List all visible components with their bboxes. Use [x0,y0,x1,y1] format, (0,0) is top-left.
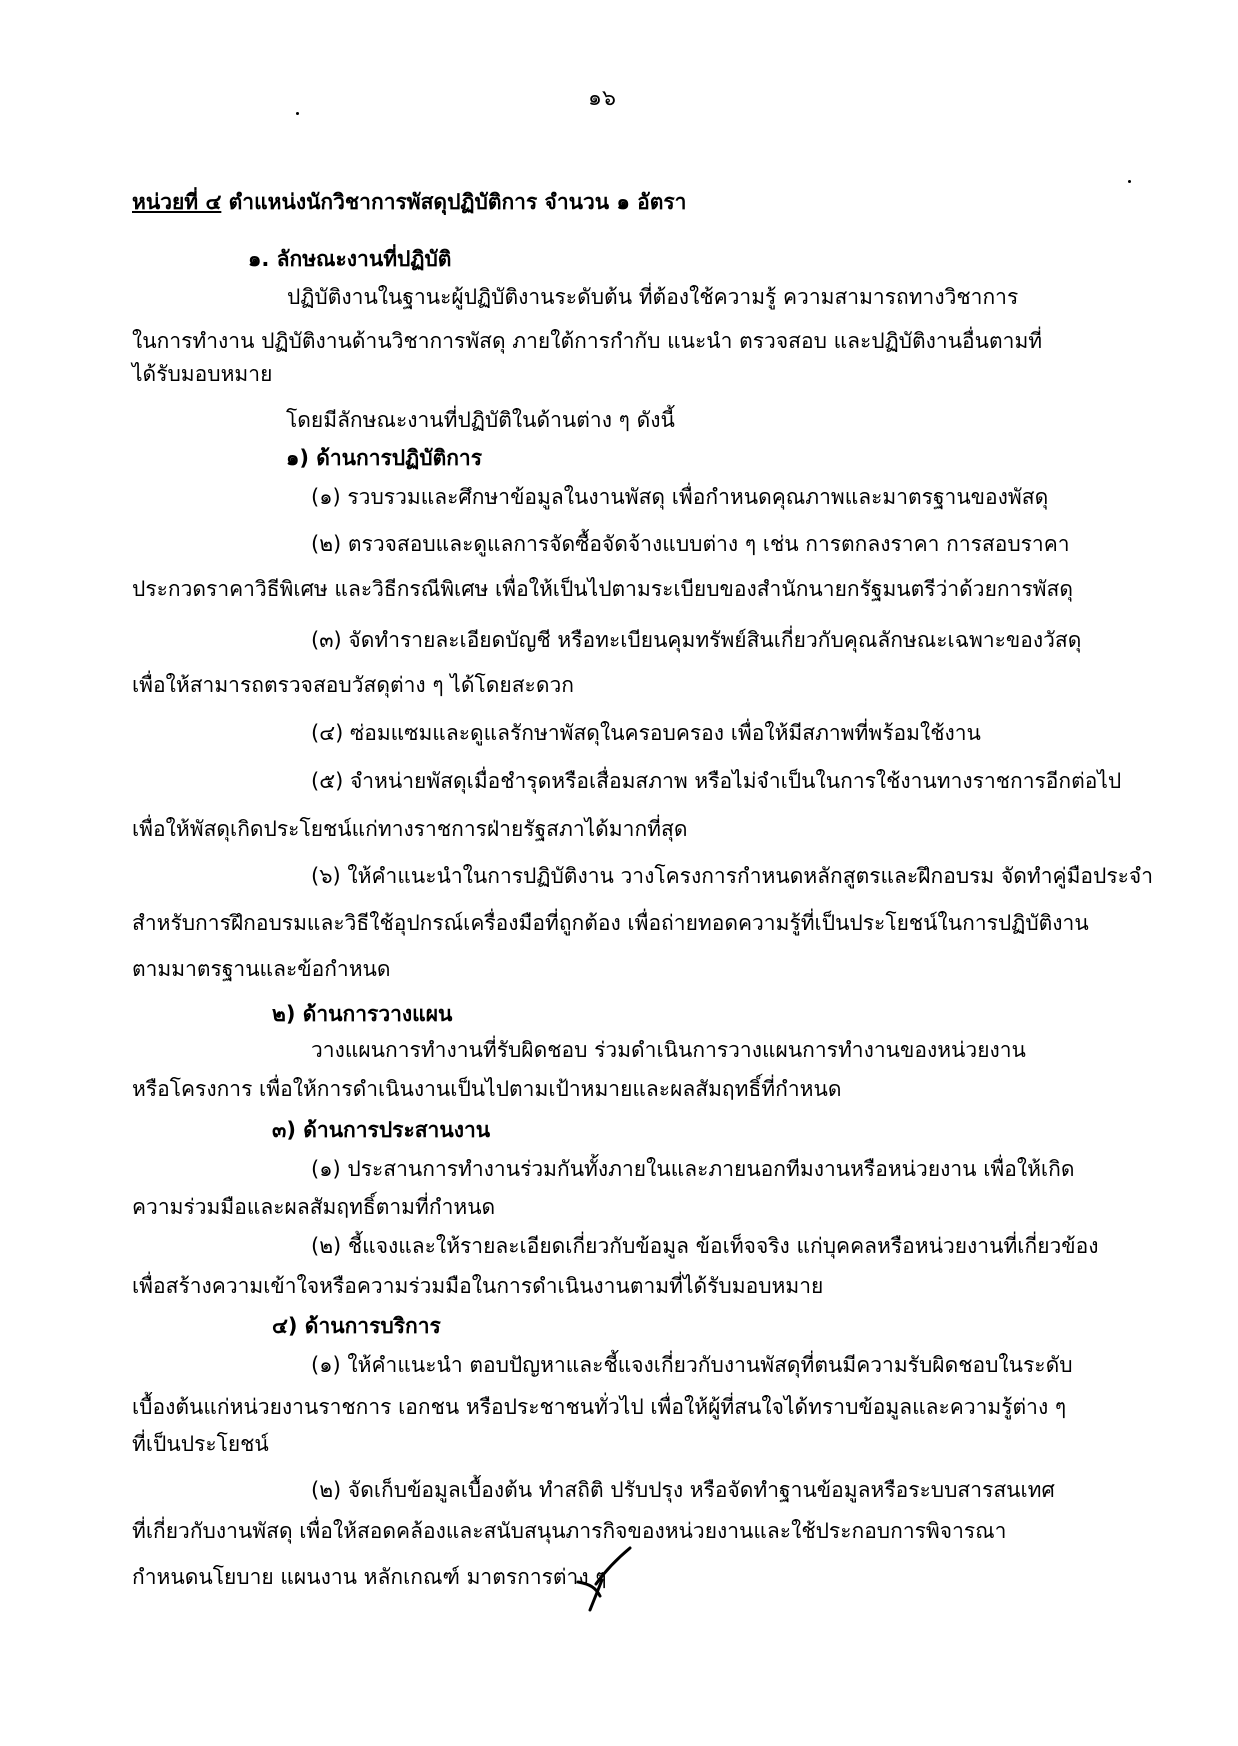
paragraph-line: (๖) ให้คำแนะนำในการปฏิบัติงาน วางโครงการกำหนดหลักสูตรและฝึกอบรม จัดทำคู่มือประจำ [311,864,1154,888]
paragraph-line: เพื่อสร้างความเข้าใจหรือความร่วมมือในการดำเนินงานตามที่ได้รับมอบหมาย [132,1274,824,1298]
subsection-heading: ๑) ด้านการปฏิบัติการ [286,446,482,470]
unit-heading [132,186,686,218]
scan-speck [1128,180,1131,183]
paragraph-line: ปฏิบัติงานในฐานะผู้ปฏิบัติงานระดับต้น ที่ต้องใช้ความรู้ ความสามารถทางวิชาการ [287,285,1019,309]
paragraph-line: ในการทำงาน ปฏิบัติงานด้านวิชาการพัสดุ ภายใต้การกำกับ แนะนำ ตรวจสอบ และปฏิบัติงานอื่นตามที่ [132,329,1043,353]
paragraph-line: (๒) ตรวจสอบและดูแลการจัดซื้อจัดจ้างแบบต่าง ๆ เช่น การตกลงราคา การสอบราคา [311,532,1070,556]
page-number: ๑๖ [588,86,616,111]
paragraph-line: ได้รับมอบหมาย [132,362,273,386]
subsection-heading: ๓) ด้านการประสานงาน [272,1118,491,1142]
paragraph-line: (๒) ชี้แจงและให้รายละเอียดเกี่ยวกับข้อมูล ข้อเท็จจริง แก่บุคคลหรือหน่วยงานที่เกี่ยวข้อง [311,1234,1099,1258]
subsection-heading: ๔) ด้านการบริการ [272,1314,441,1338]
paragraph-line: (๕) จำหน่ายพัสดุเมื่อชำรุดหรือเสื่อมสภาพ หรือไม่จำเป็นในการใช้งานทางราชการอีกต่อไป [311,769,1122,793]
paragraph-line: (๑) ประสานการทำงานร่วมกันทั้งภายในและภายนอกทีมงานหรือหน่วยงาน เพื่อให้เกิด [311,1157,1075,1181]
paragraph-line: ที่เป็นประโยชน์ [132,1432,269,1456]
paragraph-line: (๓) จัดทำรายละเอียดบัญชี หรือทะเบียนคุมทรัพย์สินเกี่ยวกับคุณลักษณะเฉพาะของวัสดุ [311,628,1082,652]
unit-label: หน่วยที่ ๔ [132,190,222,214]
paragraph-line: หรือโครงการ เพื่อให้การดำเนินงานเป็นไปตามเป้าหมายและผลสัมฤทธิ์ที่กำหนด [132,1077,842,1101]
position-title: ตำแหน่งนักวิชาการพัสดุปฏิบัติการ จำนวน ๑ อัตรา [221,190,687,214]
paragraph-line: เพื่อให้พัสดุเกิดประโยชน์แก่ทางราชการฝ่ายรัฐสภาได้มากที่สุด [132,817,688,841]
subsection-heading: ๒) ด้านการวางแผน [272,1002,453,1026]
paragraph-line: (๔) ซ่อมแซมและดูแลรักษาพัสดุในครอบครอง เพื่อให้มีสภาพที่พร้อมใช้งาน [311,721,981,745]
handwritten-initial-mark [572,1540,652,1620]
paragraph-line: (๑) ให้คำแนะนำ ตอบปัญหาและชี้แจงเกี่ยวกับงานพัสดุที่ตนมีความรับผิดชอบในระดับ [311,1353,1073,1377]
paragraph-line: ประกวดราคาวิธีพิเศษ และวิธีกรณีพิเศษ เพื่อให้เป็นไปตามระเบียบของสำนักนายกรัฐมนตรีว่าด้วยการพัสดุ [132,577,1073,601]
paragraph-line: โดยมีลักษณะงานที่ปฏิบัติในด้านต่าง ๆ ดังนี้ [286,408,675,432]
scan-speck [296,112,299,115]
paragraph-line: เบื้องต้นแก่หน่วยงานราชการ เอกชน หรือประชาชนทั่วไป เพื่อให้ผู้ที่สนใจได้ทราบข้อมูลและความรู้ต่าง ๆ [132,1395,1067,1419]
paragraph-line: (๑) รวบรวมและศึกษาข้อมูลในงานพัสดุ เพื่อกำหนดคุณภาพและมาตรฐานของพัสดุ [311,485,1049,509]
paragraph-line: เพื่อให้สามารถตรวจสอบวัสดุต่าง ๆ ได้โดยสะดวก [132,673,574,697]
paragraph-line: (๒) จัดเก็บข้อมูลเบื้องต้น ทำสถิติ ปรับปรุง หรือจัดทำฐานข้อมูลหรือระบบสารสนเทศ [311,1478,1055,1502]
paragraph-line: ความร่วมมือและผลสัมฤทธิ์ตามที่กำหนด [132,1195,496,1219]
section-title: ๑. ลักษณะงานที่ปฏิบัติ [248,247,452,271]
paragraph-line: สำหรับการฝึกอบรมและวิธีใช้อุปกรณ์เครื่องมือที่ถูกต้อง เพื่อถ่ายทอดความรู้ที่เป็นประโยชน์ในการปฏิบัติงาน [132,911,1089,935]
paragraph-line: ตามมาตรฐานและข้อกำหนด [132,957,391,981]
paragraph-line: กำหนดนโยบาย แผนงาน หลักเกณฑ์ มาตรการต่าง ๆ [132,1565,607,1589]
paragraph-line: วางแผนการทำงานที่รับผิดชอบ ร่วมดำเนินการวางแผนการทำงานของหน่วยงาน [311,1038,1026,1062]
paragraph-line: ที่เกี่ยวกับงานพัสดุ เพื่อให้สอดคล้องและสนับสนุนภารกิจของหน่วยงานและใช้ประกอบการพิจารณา [132,1519,1007,1543]
